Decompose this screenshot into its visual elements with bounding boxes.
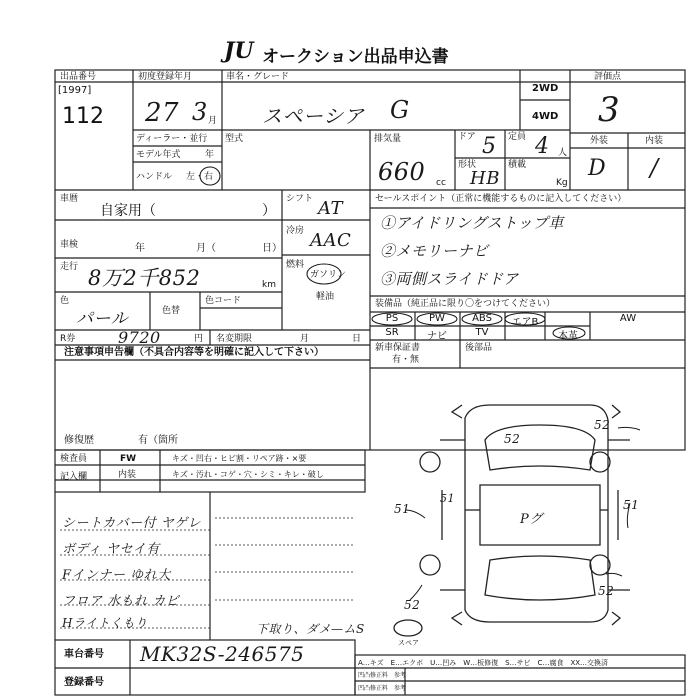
fuel-value: ガソリン bbox=[310, 270, 347, 280]
entry-no: 112 bbox=[62, 104, 104, 129]
rating-int-label: 内装 bbox=[645, 136, 664, 146]
rating-int: / bbox=[650, 154, 659, 182]
history-label: 車暦 bbox=[60, 194, 79, 204]
note-line-3: Fインナー ゆれ大 bbox=[62, 568, 171, 583]
equip-ps: PS bbox=[385, 313, 399, 324]
lower-note: 下取り、ダメ—ムS bbox=[256, 622, 365, 636]
inspector-label: 検査員 bbox=[60, 454, 88, 464]
reg-no-label: 登録番号 bbox=[64, 677, 104, 688]
rating-score: 3 bbox=[598, 90, 621, 130]
chassis-value: MK32S-246575 bbox=[140, 642, 305, 666]
equip-aw: AW bbox=[619, 313, 637, 324]
entry-label: 記入欄 bbox=[60, 472, 88, 482]
dealer-label: ディーラー・並行 bbox=[136, 134, 208, 144]
cap-value: 4 bbox=[535, 134, 550, 159]
handle-opts: 左・右 bbox=[186, 172, 214, 182]
inspection-month: 月（ bbox=[196, 243, 216, 254]
fuel-diesel: 軽油 bbox=[316, 292, 335, 302]
recycle-unit: 円 bbox=[194, 334, 204, 344]
warranty-label: 新車保証書 bbox=[375, 343, 421, 353]
shape-value: HB bbox=[470, 168, 500, 189]
mark-right: 51 bbox=[623, 498, 640, 512]
repair-opts: 有（箇所 bbox=[138, 435, 178, 446]
legend-row2: 凹凸修正料 参考 bbox=[358, 672, 407, 679]
warranty-opts: 有・無 bbox=[392, 355, 420, 365]
fw-codes: キズ・凹右・ヒビ割・リペア跡・×要 bbox=[172, 454, 307, 463]
inspection-day: 日） bbox=[262, 243, 282, 254]
load-label: 積載 bbox=[508, 160, 527, 170]
sales-point-3: ③両側スライドドア bbox=[380, 270, 519, 288]
notes-label: 注意事項申告欄（不具合内容等を明確に記入して下さい） bbox=[64, 347, 324, 358]
drive-4wd: 4WD bbox=[532, 111, 559, 122]
first-reg-year: 27 bbox=[145, 98, 180, 128]
color-tone-label: 色替 bbox=[162, 306, 181, 316]
model-year-unit: 年 bbox=[205, 150, 215, 160]
door-value: 5 bbox=[482, 134, 497, 159]
deadline-month: 月 bbox=[300, 334, 310, 344]
equip-tv: TV bbox=[475, 327, 489, 338]
entry-code: [1997] bbox=[58, 85, 92, 96]
first-reg-label: 初度登録年月 bbox=[138, 72, 193, 82]
first-reg-month-unit: 月 bbox=[208, 116, 218, 126]
history-value: 自家用（ bbox=[100, 203, 156, 219]
door-label: ドア bbox=[458, 132, 476, 142]
shift-value: AT bbox=[318, 198, 344, 219]
disp-label: 排気量 bbox=[374, 134, 402, 144]
color-label: 色 bbox=[60, 296, 70, 306]
model-name: スペーシア bbox=[262, 104, 365, 128]
recycle-value: 9720 bbox=[118, 328, 161, 347]
sales-point-2: ②メモリーナビ bbox=[380, 242, 489, 260]
equip-navi: ナビ bbox=[427, 331, 447, 342]
model-label: 車名・グレード bbox=[226, 72, 290, 82]
equip-leather: 本革 bbox=[558, 331, 578, 342]
aircon-value: AAC bbox=[310, 230, 352, 251]
entry-no-label: 出品番号 bbox=[60, 72, 97, 82]
inspection-year: 年 bbox=[135, 243, 145, 254]
equip-sr: SR bbox=[385, 327, 399, 338]
chassis-label: 車台番号 bbox=[64, 649, 104, 660]
shift-label: シフト bbox=[286, 194, 314, 204]
note-line-4: フロア 水もれ カビ bbox=[62, 594, 180, 609]
mileage-unit: km bbox=[262, 280, 276, 290]
fuel-label: 燃料 bbox=[286, 260, 305, 270]
form-title: オークション出品申込書 bbox=[262, 47, 449, 67]
inspection-label: 車検 bbox=[60, 240, 79, 250]
handle-label: ハンドル bbox=[136, 172, 173, 182]
rating-label: 評価点 bbox=[594, 72, 622, 82]
mark-left: 51 bbox=[394, 502, 411, 516]
type-label: 型式 bbox=[225, 134, 244, 144]
rating-ext: D bbox=[588, 156, 607, 181]
cap-unit: 人 bbox=[558, 148, 568, 158]
mileage-label: 走行 bbox=[60, 262, 79, 272]
sales-point-1: ①アイドリングストップ車 bbox=[380, 214, 564, 232]
kit-label: 後部品 bbox=[465, 343, 493, 353]
mark-bottom-left: 52 bbox=[404, 598, 421, 612]
mark-front-top: 52 bbox=[504, 432, 521, 446]
auction-logo: JU bbox=[224, 38, 254, 64]
fw-label: FW bbox=[120, 454, 137, 464]
sales-points-label: セールスポイント（正常に機能するものに記入してください） bbox=[375, 194, 627, 204]
shape-label: 形状 bbox=[458, 160, 477, 170]
recycle-label: R券 bbox=[60, 334, 76, 344]
equipment-label: 装備品（純正品に限り〇をつけてください） bbox=[375, 299, 556, 309]
model-grade: G bbox=[390, 96, 410, 124]
equip-abs: ABS bbox=[472, 313, 492, 324]
first-reg-month: 3 bbox=[192, 98, 208, 126]
model-year-label: モデル年式 bbox=[136, 150, 181, 160]
legend-codes: A…キズ E…エクボ U…凹み W…板修復 S…サビ C…腐食 XX…交換済 bbox=[358, 659, 609, 667]
rating-ext-label: 外装 bbox=[590, 136, 609, 146]
mark-bottom-right: 52 bbox=[598, 584, 615, 598]
deadline-day: 日 bbox=[352, 334, 362, 344]
note-line-1: シートカバー付 ヤゲレ bbox=[62, 516, 201, 531]
repair-label: 修復歴 bbox=[64, 435, 94, 446]
cap-label: 定員 bbox=[508, 132, 527, 142]
history-close: ） bbox=[262, 203, 276, 219]
mark-top-right: 52 bbox=[594, 418, 611, 432]
spare-label: スペア bbox=[398, 639, 419, 647]
equip-pw: PW bbox=[429, 313, 445, 324]
mark-left-2: 51 bbox=[440, 492, 455, 505]
int-codes: キズ・汚れ・コゲ・穴・シミ・キレ・破し bbox=[172, 470, 324, 479]
note-line-2: ボディ ヤセイ有 bbox=[62, 542, 160, 557]
interior-label: 内装 bbox=[118, 470, 137, 480]
deadline-label: 名変期限 bbox=[216, 334, 253, 344]
disp-value: 660 bbox=[378, 158, 426, 186]
aircon-label: 冷房 bbox=[286, 226, 305, 236]
load-unit: Kg bbox=[556, 178, 568, 188]
drive-2wd: 2WD bbox=[532, 83, 559, 94]
color-value: パール bbox=[76, 309, 129, 329]
mark-roof: Pグ bbox=[520, 512, 543, 527]
color-code-label: 色コード bbox=[205, 296, 242, 306]
mileage-value: 8万2千852 bbox=[88, 266, 201, 290]
legend-row3: 凹凸修正料 参考 bbox=[358, 685, 407, 692]
equip-airbag: エアB bbox=[511, 317, 539, 328]
note-line-5: Hライトくもり bbox=[62, 616, 148, 630]
disp-unit: cc bbox=[436, 178, 446, 188]
